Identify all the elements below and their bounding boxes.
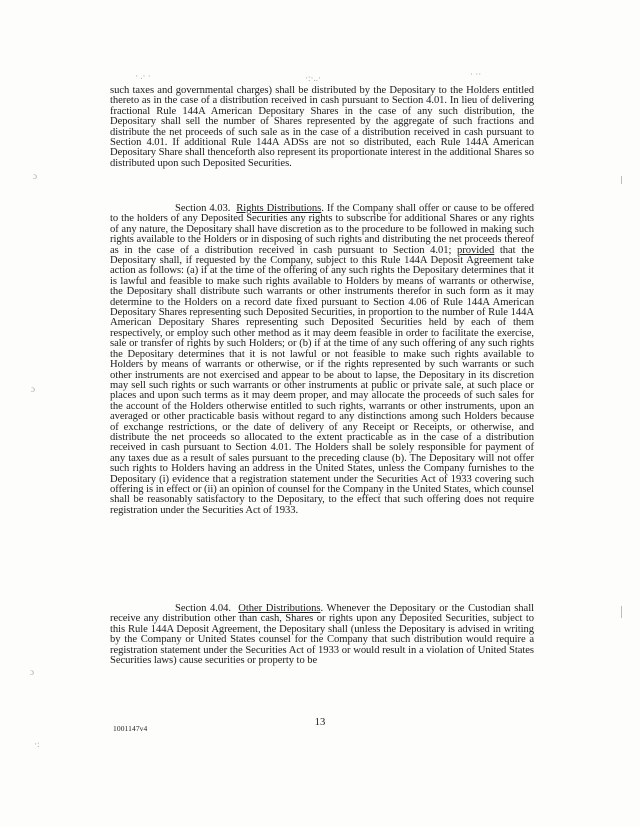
page-number: 13: [314, 717, 326, 728]
scan-speckle: ɔ: [33, 171, 37, 181]
scan-speckle: · .· ·: [135, 71, 151, 81]
section-4-03-text-b: that the Depositary shall, if requested by the Company, subject to this Rule 144A Deposit Agreement take action as follows: (a) if at the time of the offering of any such rights the Depositary determines that it is lawful and feasible to make such rights available to Holders by means of warrants or otherwise, the Depositary shall distribute such warrants or other instruments therefor in such form as it may determine to the Holders on a record date fixed pursuant to Section 4.06 of Rule 144A American Depositary Shares representing such Deposited Securities, in proportion to the number of Rule 144A American Depositary Shares representing such Deposited Securities held by each of them respectively, or employ such other method as it may deem feasible in order to facilitate the exercise, sale or transfer of rights by such Holders; or (b) if at the time of any such offering of any such rights the Depositary determines that it is not lawful or not feasible to make such rights available to Holders by means of warrants or otherwise, or if the rights represented by such warrants or such other instruments are not exercised and appear to be about to lapse, the Depositary in its discretion may sell such rights or such warrants or other instruments at public or private sale, at such place or places and upon such terms as it may deem proper, and may allocate the proceeds of such sales for the account of the Holders otherwise entitled to such rights, warrants or other instruments, upon an averaged or other practicable basis without regard to any distinctions among such Holders because of exchange restrictions, or the date of delivery of any Receipt or Receipts, or otherwise, and distribute the net proceeds so allocated to the extent practicable as in the case of a distribution received in cash pursuant to Section 4.01. The Holders shall be solely responsible for payment of any taxes due as a result of sales pursuant to the preceding clause (b). The Depositary will not offer such rights to Holders having an address in the United States, unless the Company furnishes to the Depositary (i) evidence that a registration statement under the Securities Act of 1933 covering such offering is in effect or (ii) an opinion of counsel for the Company in the United States, which counsel shall be reasonably satisfactory to the Depositary, to the effect that such offering does not require registration under the Securities Act of 1933.: [110, 244, 534, 516]
section-4-03: [110, 204, 534, 516]
scan-margin-mark: [621, 176, 622, 184]
section-4-04-text: . Whenever the Depositary or the Custodian shall receive any distribution other than cash, Shares or rights upon any Deposited Securities, subject to this Rule 144A Deposit Agreement, the Depositary shall (unless the Depositary is advised in writing by the Company or United States counsel for the Company that such distribution would require a registration statement under the Securities Act of 1933 or would result in a violation of United States Securities laws) cause securities or property to be: [110, 603, 534, 667]
paragraph-text: such taxes and governmental charges) shall be distributed by the Depositary to the Holders entitled thereto as in the case of a distribution received in cash pursuant to Section 4.01. In lieu of delivering fractional Rule 144A American Depositary Shares in the case of any such distribution, the Depositary shall sell the number of Shares represented by the aggregate of such fractions and distribute the net proceeds of such sale as in the case of a distribution received in cash pursuant to Section 4.01. If additional Rule 144A ADSs are not so distributed, each Rule 144A American Depositary Share shall thenceforth also represent its proportionate interest in the additional Shares so distributed upon such Deposited Securities.: [110, 85, 534, 169]
section-4-04-heading: Other Distributions: [238, 603, 321, 614]
section-4-04-number: Section 4.04.: [175, 603, 231, 614]
scan-speckle: ɔ: [30, 667, 34, 677]
scan-speckle: ·:·..·: [305, 73, 321, 83]
scan-speckle: · ··: [470, 69, 482, 79]
paragraph-continuation: [110, 86, 534, 169]
section-4-03-heading: Rights Distributions: [236, 203, 322, 214]
proviso-term: provided: [457, 244, 495, 256]
scan-speckle: ɔ: [31, 384, 35, 394]
section-4-03-text-a: . If the Company shall offer or cause to be offered to the holders of any Deposited Securities any rights to subscribe for additional Shares or any rights of any nature, the Depositary shall have discretion as to the procedure to be followed in making such rights available to the Holders or in disposing of such rights and distributing the net proceeds thereof as in the case of a distribution received in cash pursuant to Section 4.01;: [110, 203, 535, 256]
section-4-04: [110, 604, 534, 666]
section-4-03-paragraph: [110, 204, 534, 516]
section-4-04-paragraph: [110, 604, 534, 666]
document-id: 1001147v4: [113, 724, 148, 733]
scan-speckle: ·:: [34, 739, 40, 749]
section-4-03-number: Section 4.03.: [175, 203, 231, 214]
scan-margin-mark: [621, 606, 622, 618]
